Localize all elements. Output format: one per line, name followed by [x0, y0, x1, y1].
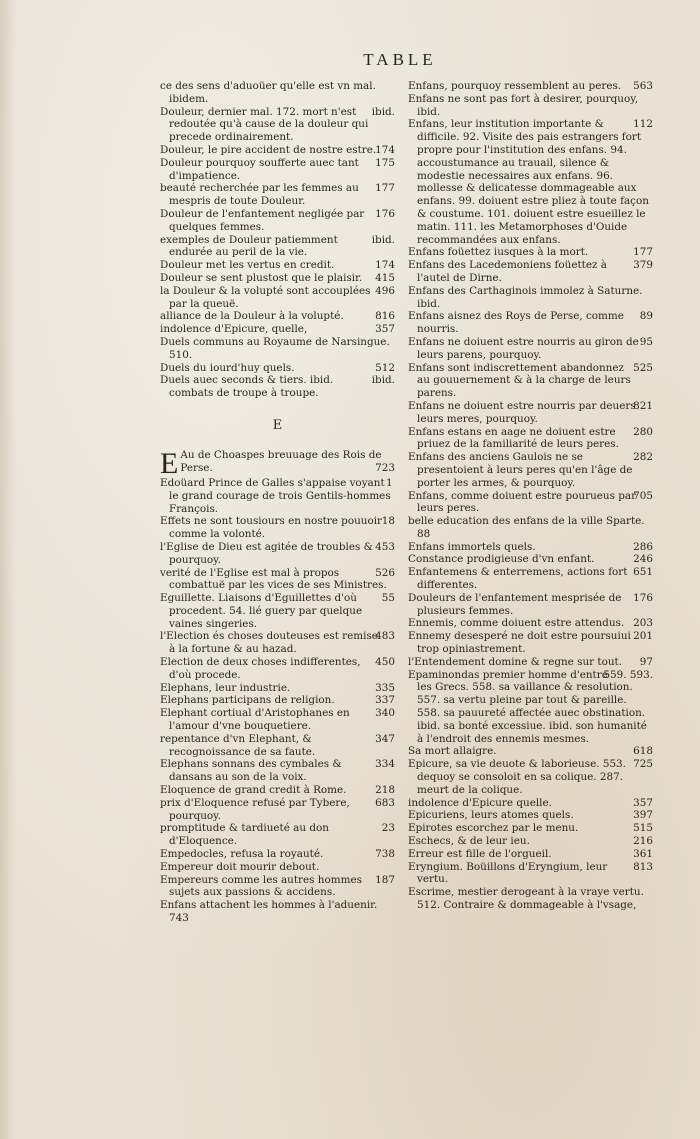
index-entry	[160, 899, 395, 925]
entry-page-ref: 450	[375, 656, 395, 669]
entry-page-ref: 174	[375, 259, 395, 272]
index-entry	[160, 784, 395, 797]
index-entry	[160, 157, 395, 183]
index-entry	[408, 362, 653, 400]
entry-text: Enfans sont indiscrettement abandonnez au gouuernement & à la charge de leurs parens.	[408, 361, 631, 400]
entry-page-ref: 496	[375, 284, 395, 297]
index-entry	[408, 553, 653, 566]
entry-page-ref: 821	[633, 399, 653, 412]
entry-page-ref: 525	[633, 361, 653, 374]
entry-page-ref: 55	[381, 592, 395, 605]
drop-entry-text: Au de Choaspes breuuage des Rois de Perse.	[180, 448, 382, 474]
entry-text: Election de deux choses indifferentes, d'où procede.	[160, 656, 361, 681]
entry-text: Ennemis, comme doiuent estre attendus.	[408, 617, 625, 630]
index-entry	[408, 809, 653, 822]
index-entry	[408, 310, 653, 336]
index-entry	[408, 259, 653, 285]
entry-text: Enfans, comme doiuent estre pourueus par leurs peres.	[408, 489, 637, 515]
index-entry	[408, 758, 653, 796]
entry-page-ref: 738	[375, 848, 395, 861]
index-entry	[160, 182, 395, 208]
entry-text: Eschecs, & de leur ieu.	[408, 835, 530, 848]
entry-page-ref: 246	[633, 553, 653, 566]
entry-text: Douleur, le pire accident de nostre estre.	[160, 143, 377, 156]
entry-text: alliance de la Douleur à la volupté.	[160, 310, 344, 323]
entry-page-ref: 340	[375, 707, 395, 720]
entry-page-ref: 618	[633, 745, 653, 758]
drop-cap-entry	[160, 446, 395, 480]
entry-text: Duels du iourd'huy quels.	[160, 361, 295, 374]
entry-text: Eguillette. Liaisons d'Eguillettes d'où procedent. 54. lié guery par quelque vaines singeries.	[160, 592, 363, 630]
entry-page-ref: ibid.	[371, 105, 395, 118]
entry-text: belle education des enfans de la ville Sparte. 88	[408, 515, 645, 540]
index-entry	[160, 272, 395, 285]
entry-text: Enfans, leur institution importante & difficile. 92. Visite des pais estrangers fort propre pour l'institution des enfans. 94. accoustumance au trauail, silence & modestie necessaires aux enfans. 96. mollesse & delicatesse dommageable aux enfans. 99. doiuent estre pliez à toute façon & coustume. 101. doiuent estre esueillez le matin. 111. les Metamorphoses d'Ouide recommandées aux enfans.	[408, 118, 649, 246]
entry-text: Enfans immortels quels.	[408, 540, 536, 553]
entry-text: Enfans des Carthaginois immolez à Saturne. ibid.	[408, 284, 643, 310]
entry-page-ref: 813	[633, 860, 653, 873]
index-entry	[160, 682, 395, 695]
entry-page-ref: 177	[633, 246, 653, 259]
entry-page-ref: 112	[633, 118, 653, 131]
entry-page-ref: 415	[375, 271, 395, 284]
index-entry	[160, 259, 395, 272]
entry-page-ref: 334	[375, 758, 395, 771]
index-entry	[408, 617, 653, 630]
entry-text: indolence d'Epicure, quelle,	[160, 323, 308, 336]
index-entry	[408, 541, 653, 554]
entry-page-ref: 563	[633, 80, 653, 92]
entry-text: Empereurs comme les autres hommes sujets aux passions & accidens.	[160, 873, 362, 899]
entry-text: Enfans ne doiuent estre nourris au giron de leurs parens, pourquoy.	[408, 335, 639, 361]
entry-text: Douleur met les vertus en credit.	[160, 259, 335, 272]
index-entry	[160, 515, 395, 541]
entry-text: Eryngium. Boüillons d'Eryngium, leur vertu.	[408, 860, 608, 886]
entry-text: Empereur doit mourir debout.	[160, 860, 320, 873]
entry-page-ref: 515	[633, 822, 653, 835]
index-entry	[408, 822, 653, 835]
entry-text: l'Election és choses douteuses est remise à la fortune & au hazad.	[160, 630, 378, 656]
index-entry	[408, 285, 653, 311]
entry-text: Erreur est fille de l'orgueil.	[408, 847, 552, 860]
entry-text: beauté recherchée par les femmes au mespris de toute Douleur.	[160, 182, 359, 208]
index-entry	[160, 323, 395, 336]
entry-text: exemples de Douleur patiemment endurée au peril de la vie.	[160, 233, 338, 259]
index-entry	[408, 336, 653, 362]
entry-page-ref: 216	[633, 835, 653, 848]
entry-page-ref: 23	[381, 822, 395, 835]
entry-page-ref: 361	[633, 847, 653, 860]
left-entries-top	[160, 80, 395, 400]
index-entry	[408, 426, 653, 452]
entry-text: verité de l'Eglise est mal à propos combattuë par les vices de ses Ministres.	[160, 566, 387, 592]
entry-page-ref: 335	[375, 681, 395, 694]
right-entries	[408, 80, 653, 912]
section-letter: E	[272, 417, 283, 433]
index-entry	[160, 106, 395, 144]
entry-text: repentance d'vn Elephant, & recognoissance de sa faute.	[160, 732, 316, 758]
entry-page-ref: 683	[375, 796, 395, 809]
entry-page-ref: 18	[381, 515, 395, 528]
index-entry	[160, 285, 395, 311]
index-entry: 1 Edoüard Prince de Galles s'appaise voyant le grand courage de trois Gentils-hommes François.	[160, 476, 393, 515]
entry-page-ref: 705	[633, 489, 653, 502]
entry-page-ref: 203	[633, 617, 653, 630]
entry-text: promptitude & tardiueté au don d'Eloquence.	[160, 822, 329, 848]
entry-page-ref: 559. 593.	[603, 668, 653, 681]
entry-text: Enfans ne doiuent estre nourris par deuers leurs meres, pourquoy.	[408, 399, 636, 425]
entry-text: Enfans estans en aage ne doiuent estre priuez de la familiarité de leurs peres.	[408, 425, 619, 451]
entry-text: Enfans attachent les hommes à l'aduenir. 743	[160, 899, 378, 925]
index-entry	[160, 567, 395, 593]
index-entry	[160, 733, 395, 759]
entry-page-ref: 357	[633, 796, 653, 809]
entry-text: Ennemy desesperé ne doit estre poursuiui trop opiniastrement.	[408, 630, 631, 656]
entry-page-ref: 483	[375, 630, 395, 643]
index-entry	[408, 656, 653, 669]
entry-page-ref: 280	[633, 425, 653, 438]
index-entry	[408, 669, 653, 746]
index-entry	[160, 234, 395, 260]
index-entry	[408, 490, 653, 516]
entry-page-ref: 201	[633, 630, 653, 643]
index-entry	[160, 208, 395, 234]
entry-text: Elephant cortiual d'Aristophanes en l'amour d'vne bouquetiere.	[160, 707, 350, 733]
entry-text: Enfans des Lacedemoniens foüettez à l'autel de Dirne.	[408, 259, 607, 284]
entry-text: indolence d'Epicure quelle.	[408, 796, 552, 809]
index-entry	[408, 246, 653, 259]
index-entry	[160, 861, 395, 874]
entry-text: Duels communs au Royaume de Narsingue. 510.	[160, 335, 390, 361]
entry-page-ref: 453	[375, 540, 395, 553]
index-entry	[408, 886, 653, 912]
entry-page-ref: 286	[633, 540, 653, 553]
entry-page-ref: 397	[633, 809, 653, 822]
index-entry	[408, 835, 653, 848]
entry-text: Enfans ne sont pas fort à desirer, pourquoy, ibid.	[408, 92, 639, 118]
entry-text: prix d'Eloquence refusé par Tybere, pourquoy.	[160, 796, 350, 822]
entry-page-ref: 218	[375, 784, 395, 797]
entry-page-ref: 347	[375, 732, 395, 745]
entry-text: Edoüard Prince de Galles s'appaise voyant le grand courage de trois Gentils-hommes François.	[160, 476, 391, 515]
entry-page-ref: 97	[639, 655, 653, 668]
index-entry	[408, 93, 653, 119]
index-entry	[408, 592, 653, 618]
index-entry	[160, 144, 395, 157]
index-entry	[408, 400, 653, 426]
entry-page-ref: 379	[633, 259, 653, 272]
entry-page-ref: 176	[375, 207, 395, 220]
entry-text: Enfans, pourquoy ressemblent au peres.	[408, 80, 622, 92]
entry-page-ref: 282	[633, 451, 653, 464]
drop-entry-page: 723	[375, 461, 395, 474]
index-entry	[408, 451, 653, 489]
entry-text: Sa mort allaigre.	[408, 745, 497, 758]
entry-text: Escrime, mestier derogeant à la vraye vertu. 512. Contraire & dommageable à l'vsage,	[408, 886, 644, 911]
page-fold-shadow	[0, 0, 16, 1139]
entry-text: Enfans des anciens Gaulois ne se presentoient à leurs peres qu'en l'âge de porter les armes, & pourquoy.	[408, 451, 633, 489]
index-entry	[408, 515, 653, 541]
index-entry	[408, 566, 653, 592]
left-column	[160, 80, 395, 925]
entry-page-ref: 95	[639, 335, 653, 348]
index-entry	[408, 848, 653, 861]
entry-text: Enfans aisnez des Roys de Perse, comme nourris.	[408, 310, 624, 336]
index-entry	[160, 541, 395, 567]
entry-text: Elephans sonnans des cymbales & dansans au son de la voix.	[160, 758, 342, 784]
entry-page-ref: 187	[375, 873, 395, 886]
entry-text: Enfans foüettez iusques à la mort.	[408, 246, 589, 259]
entry-text: Douleur, dernier mal. 172. mort n'est redoutée qu'à cause de la douleur qui precede ordinairement.	[160, 105, 369, 144]
index-entry	[408, 797, 653, 810]
entry-text: Constance prodigieuse d'vn enfant.	[408, 553, 595, 566]
index-entry	[160, 848, 395, 861]
entry-text: Effets ne sont tousiours en nostre pouuoir comme la volonté.	[160, 515, 383, 541]
left-entries-bottom	[160, 477, 395, 925]
index-entry	[160, 592, 395, 630]
index-entry	[160, 310, 395, 323]
index-entry	[160, 758, 395, 784]
index-entry	[408, 630, 653, 656]
index-entry	[408, 745, 653, 758]
entry-page-ref: 725	[633, 758, 653, 771]
entry-text: l'Eglise de Dieu est agitée de troubles & pourquoy.	[160, 540, 373, 566]
entry-text: Epicuriens, leurs atomes quels.	[408, 809, 574, 822]
entry-text: Epirotes escorchez par le menu.	[408, 822, 579, 835]
index-entry	[160, 336, 395, 362]
entry-page-ref: 512	[375, 361, 395, 374]
entry-text: Douleurs de l'enfantement mesprisée de plusieurs femmes.	[408, 591, 622, 617]
index-entry	[160, 797, 395, 823]
index-entry	[408, 80, 653, 93]
entry-text: Duels auec seconds & tiers. ibid. combats de troupe à troupe.	[160, 374, 334, 400]
index-entry	[160, 656, 395, 682]
entry-text: Douleur de l'enfantement negligée par quelques femmes.	[160, 207, 365, 233]
entry-page-ref: 337	[375, 694, 395, 707]
page-title: TABLE	[363, 50, 437, 69]
entry-page-ref: 357	[375, 323, 395, 336]
entry-text: Enfantemens & enterremens, actions fort differentes.	[408, 566, 628, 592]
entry-page-ref: 174	[375, 143, 395, 156]
entry-page-ref: ibid.	[371, 233, 395, 246]
drop-cap-letter: E	[160, 446, 179, 480]
entry-page-ref: 175	[375, 156, 395, 169]
entry-text: Douleur pourquoy soufferte auec tant d'impatience.	[160, 156, 359, 182]
entry-text: ce des sens d'aduoüer qu'elle est vn mal. ibidem.	[160, 80, 376, 105]
entry-page-ref: 177	[375, 182, 395, 195]
entry-page-ref: 176	[633, 591, 653, 604]
entry-page-ref: 526	[375, 566, 395, 579]
index-entry	[160, 630, 395, 656]
index-entry	[160, 822, 395, 848]
entry-text: Elephans participans de religion.	[160, 694, 335, 707]
entry-page-ref: 89	[639, 310, 653, 323]
index-entry	[160, 707, 395, 733]
index-entry	[160, 374, 395, 400]
index-entry	[160, 694, 395, 707]
right-column	[408, 80, 653, 912]
index-entry	[160, 874, 395, 900]
index-entry	[408, 861, 653, 887]
entry-text: Douleur se sent plustost que le plaisir.	[160, 271, 363, 284]
entry-page-ref: 651	[633, 566, 653, 579]
index-entry	[160, 362, 395, 375]
entry-text: Epaminondas premier homme d'entre les Grecs. 558. sa vaillance & resolution. 557. sa vertu pleine par tout & pareille. 558. sa pauureté affectée auec obstination. ibid. sa bonté excessiue. ibid. son humanité à l'endroit des ennemis mesmes.	[408, 668, 647, 745]
entry-text: Epicure, sa vie deuote & laborieuse. 553. dequoy se consoloit en sa colique. 287. meurt de la colique.	[408, 758, 626, 796]
index-entry	[160, 80, 395, 106]
index-entry	[408, 118, 653, 246]
entry-text: Empedocles, refusa la royauté.	[160, 848, 324, 861]
entry-text: Eloquence de grand credit à Rome.	[160, 784, 347, 797]
entry-page-ref: ibid.	[371, 374, 395, 387]
entry-text: l'Entendement domine & regne sur tout.	[408, 655, 623, 668]
entry-text: Elephans, leur industrie.	[160, 681, 291, 694]
entry-page-ref: 816	[375, 310, 395, 323]
entry-text: la Douleur & la volupté sont accouplées par la queuë.	[160, 284, 371, 310]
